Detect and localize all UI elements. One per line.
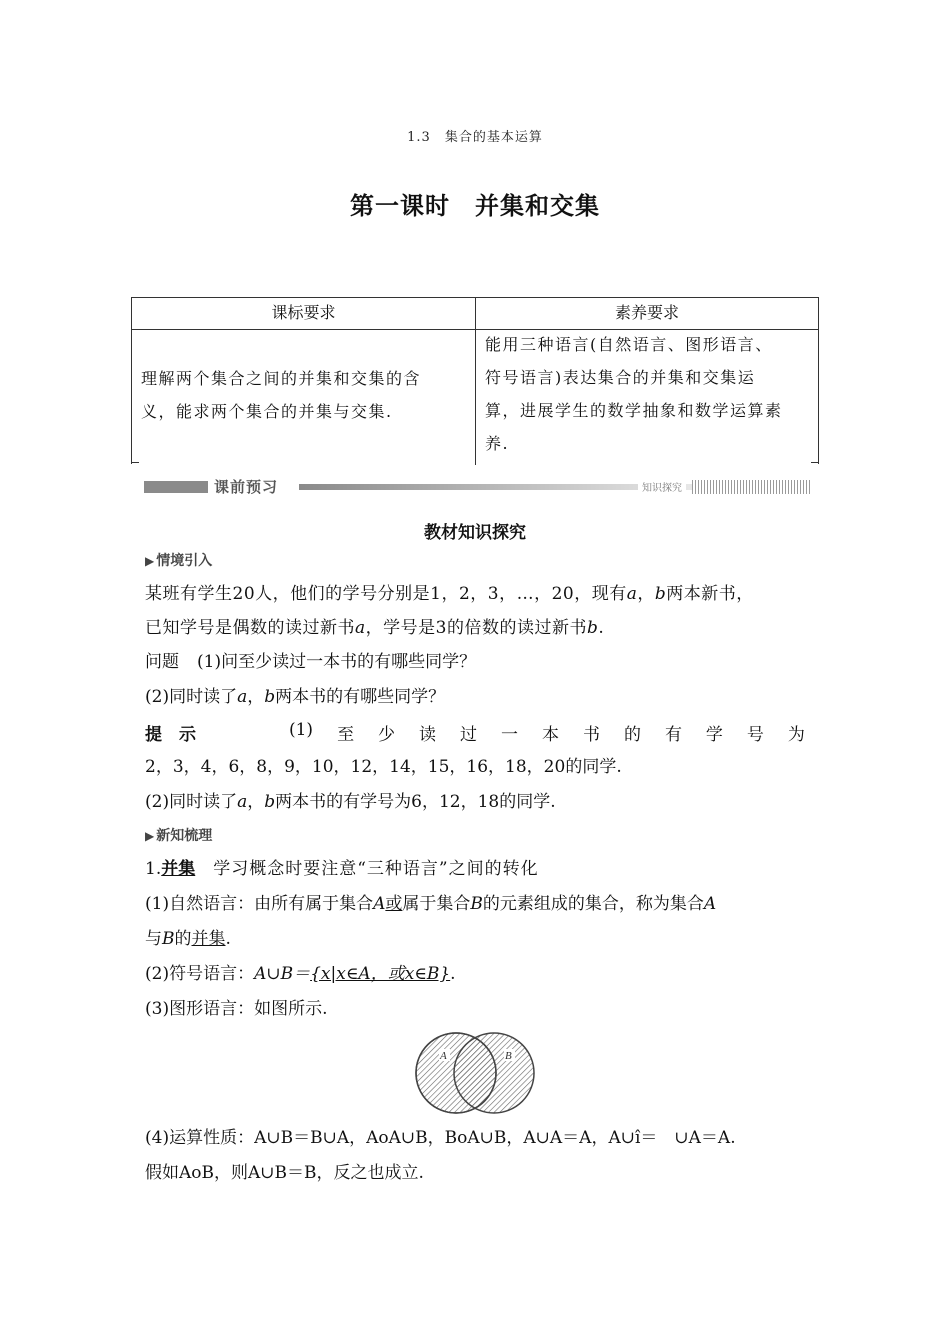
text: 的 bbox=[174, 929, 192, 949]
hint-word: 为 bbox=[787, 725, 805, 745]
var-a: a bbox=[237, 687, 248, 707]
hint-word: (1) bbox=[288, 720, 314, 740]
hint-word: 本 bbox=[541, 725, 559, 745]
col2-content bbox=[485, 328, 783, 460]
union-term: 并集 bbox=[161, 859, 196, 879]
table-corner-right bbox=[811, 462, 819, 463]
var-b: b bbox=[586, 618, 599, 638]
var-b: b bbox=[654, 584, 667, 604]
var-a: a bbox=[355, 618, 366, 638]
new-knowledge-tag bbox=[145, 825, 212, 845]
hint-word: 读 bbox=[419, 725, 437, 745]
col2-line: 养. bbox=[485, 434, 510, 453]
conclusion-line: 假如AoB，则A∪B＝B，反之也成立. bbox=[145, 1163, 424, 1183]
var-B: B bbox=[162, 929, 175, 949]
union-note: 学习概念时要注意“三种语言”之间的转化 bbox=[213, 859, 539, 879]
var-a: a bbox=[626, 584, 638, 604]
text: . bbox=[450, 964, 456, 984]
table-corner-left bbox=[131, 462, 139, 463]
hint-line-1 bbox=[145, 720, 805, 745]
col1-line: 理解两个集合之间的并集和交集的含 bbox=[141, 369, 422, 388]
text: (2)符号语言： bbox=[145, 964, 255, 984]
var-A: A bbox=[373, 894, 386, 914]
situation-tag bbox=[145, 550, 212, 570]
hint-word: 少 bbox=[378, 725, 396, 745]
label-b: B bbox=[505, 1050, 512, 1062]
circle-b bbox=[454, 1033, 534, 1113]
union-heading bbox=[145, 857, 539, 881]
venn-diagram bbox=[412, 1030, 538, 1116]
text: . bbox=[225, 929, 231, 949]
text: 的元素组成的集合，称为集合 bbox=[482, 894, 704, 914]
text: (2)同时读了 bbox=[145, 792, 238, 812]
hint-word: 号 bbox=[746, 725, 764, 745]
situation-line-2 bbox=[145, 616, 604, 640]
label-a: A bbox=[440, 1050, 447, 1062]
banner-title: 课前预习 bbox=[214, 478, 279, 496]
triangle-icon: ▶ bbox=[145, 554, 155, 568]
natural-language-line bbox=[145, 892, 716, 916]
question-label: 问题 bbox=[145, 652, 179, 672]
hint-line-3: (2)同时读了a，b两本书的有学号为6，12，18的同学. bbox=[145, 792, 556, 812]
triangle-icon: ▶ bbox=[145, 829, 155, 843]
hint-word: 过 bbox=[460, 725, 478, 745]
or-word: 或 bbox=[385, 894, 403, 914]
symbol-expression: A∪B＝ bbox=[254, 964, 311, 984]
situation-tag-label: 情境引入 bbox=[156, 553, 213, 569]
hint-word: 有 bbox=[664, 725, 682, 745]
banner-stripes bbox=[692, 480, 812, 494]
text: 已知学号是偶数的读过新书 bbox=[145, 618, 355, 638]
col2-header: 素养要求 bbox=[476, 298, 818, 330]
text: 某班有学生20人，他们的学号分别是1，2，3，…，20，现有 bbox=[145, 584, 627, 604]
question-2-line: (2)同时读了a，b两本书的有哪些同学？ bbox=[145, 687, 446, 707]
situation-line-1 bbox=[145, 582, 754, 606]
hint-word: 至 bbox=[337, 725, 355, 745]
col2-line: 算，进展学生的数学抽象和数学运算素 bbox=[485, 401, 783, 420]
hint-word: 一 bbox=[501, 725, 518, 745]
banner-right-label: 知识探究 bbox=[638, 479, 686, 494]
hint-word: 学 bbox=[705, 725, 723, 745]
col1-line: 义，能求两个集合的并集与交集. bbox=[141, 402, 393, 421]
text: 两本新书， bbox=[666, 584, 754, 604]
banner-gradient-bar bbox=[299, 484, 694, 490]
question-1: (1)问至少读过一本书的有哪些同学？ bbox=[197, 652, 477, 672]
text: (1)自然语言：由所有属于集合 bbox=[145, 894, 374, 914]
col1-header: 课标要求 bbox=[132, 298, 475, 330]
hint-line-2: 2，3，4，6，8，9，10，12，14，15，16，18，20的同学. bbox=[145, 757, 622, 777]
var-a: a bbox=[237, 792, 248, 812]
text: ，学号是3的倍数的读过新书 bbox=[365, 618, 587, 638]
hint-label: 提 示 bbox=[145, 725, 196, 745]
graph-language-line: (3)图形语言：如图所示. bbox=[145, 999, 328, 1019]
section-label: 1.3 集合的基本运算 bbox=[407, 130, 543, 145]
question-line bbox=[145, 650, 476, 674]
symbol-set: {x|x∈A，或x∈B} bbox=[310, 964, 451, 984]
text: 与 bbox=[145, 929, 162, 949]
var-b: b bbox=[264, 792, 276, 812]
banner-bar-left bbox=[144, 481, 208, 493]
natural-language-line-2 bbox=[145, 927, 231, 951]
text: (2)同时读了 bbox=[145, 687, 238, 707]
text: 两本书的有哪些同学？ bbox=[275, 687, 446, 707]
item-number: 1. bbox=[145, 859, 162, 879]
table-divider bbox=[475, 298, 476, 465]
preview-banner bbox=[144, 478, 812, 496]
text: . bbox=[598, 618, 605, 638]
union-word: 并集 bbox=[191, 929, 226, 949]
requirements-table bbox=[131, 297, 819, 464]
new-knowledge-tag-label: 新知梳理 bbox=[156, 828, 213, 844]
col2-line: 能用三种语言(自然语言、图形语言、 bbox=[485, 335, 773, 354]
col1-content bbox=[141, 362, 421, 428]
text: 两本书的有学号为6，12，18的同学. bbox=[275, 792, 556, 812]
lesson-title: 第一课时 并集和交集 bbox=[350, 191, 600, 220]
properties-line: (4)运算性质：A∪B＝B∪A，AoA∪B，BoA∪B，A∪A＝A，A∪î＝ ∪A＝A. bbox=[145, 1128, 736, 1148]
var-b: b bbox=[264, 687, 276, 707]
var-A: A bbox=[703, 894, 717, 914]
hint-word: 书 bbox=[582, 725, 600, 745]
hint-word: 的 bbox=[623, 725, 641, 745]
var-B: B bbox=[470, 894, 483, 914]
text: ， bbox=[637, 584, 655, 604]
symbol-language-line bbox=[145, 962, 456, 986]
text: 属于集合 bbox=[402, 894, 471, 914]
knowledge-heading: 教材知识探究 bbox=[424, 523, 526, 543]
col2-line: 符号语言)表达集合的并集和交集运 bbox=[485, 368, 756, 387]
